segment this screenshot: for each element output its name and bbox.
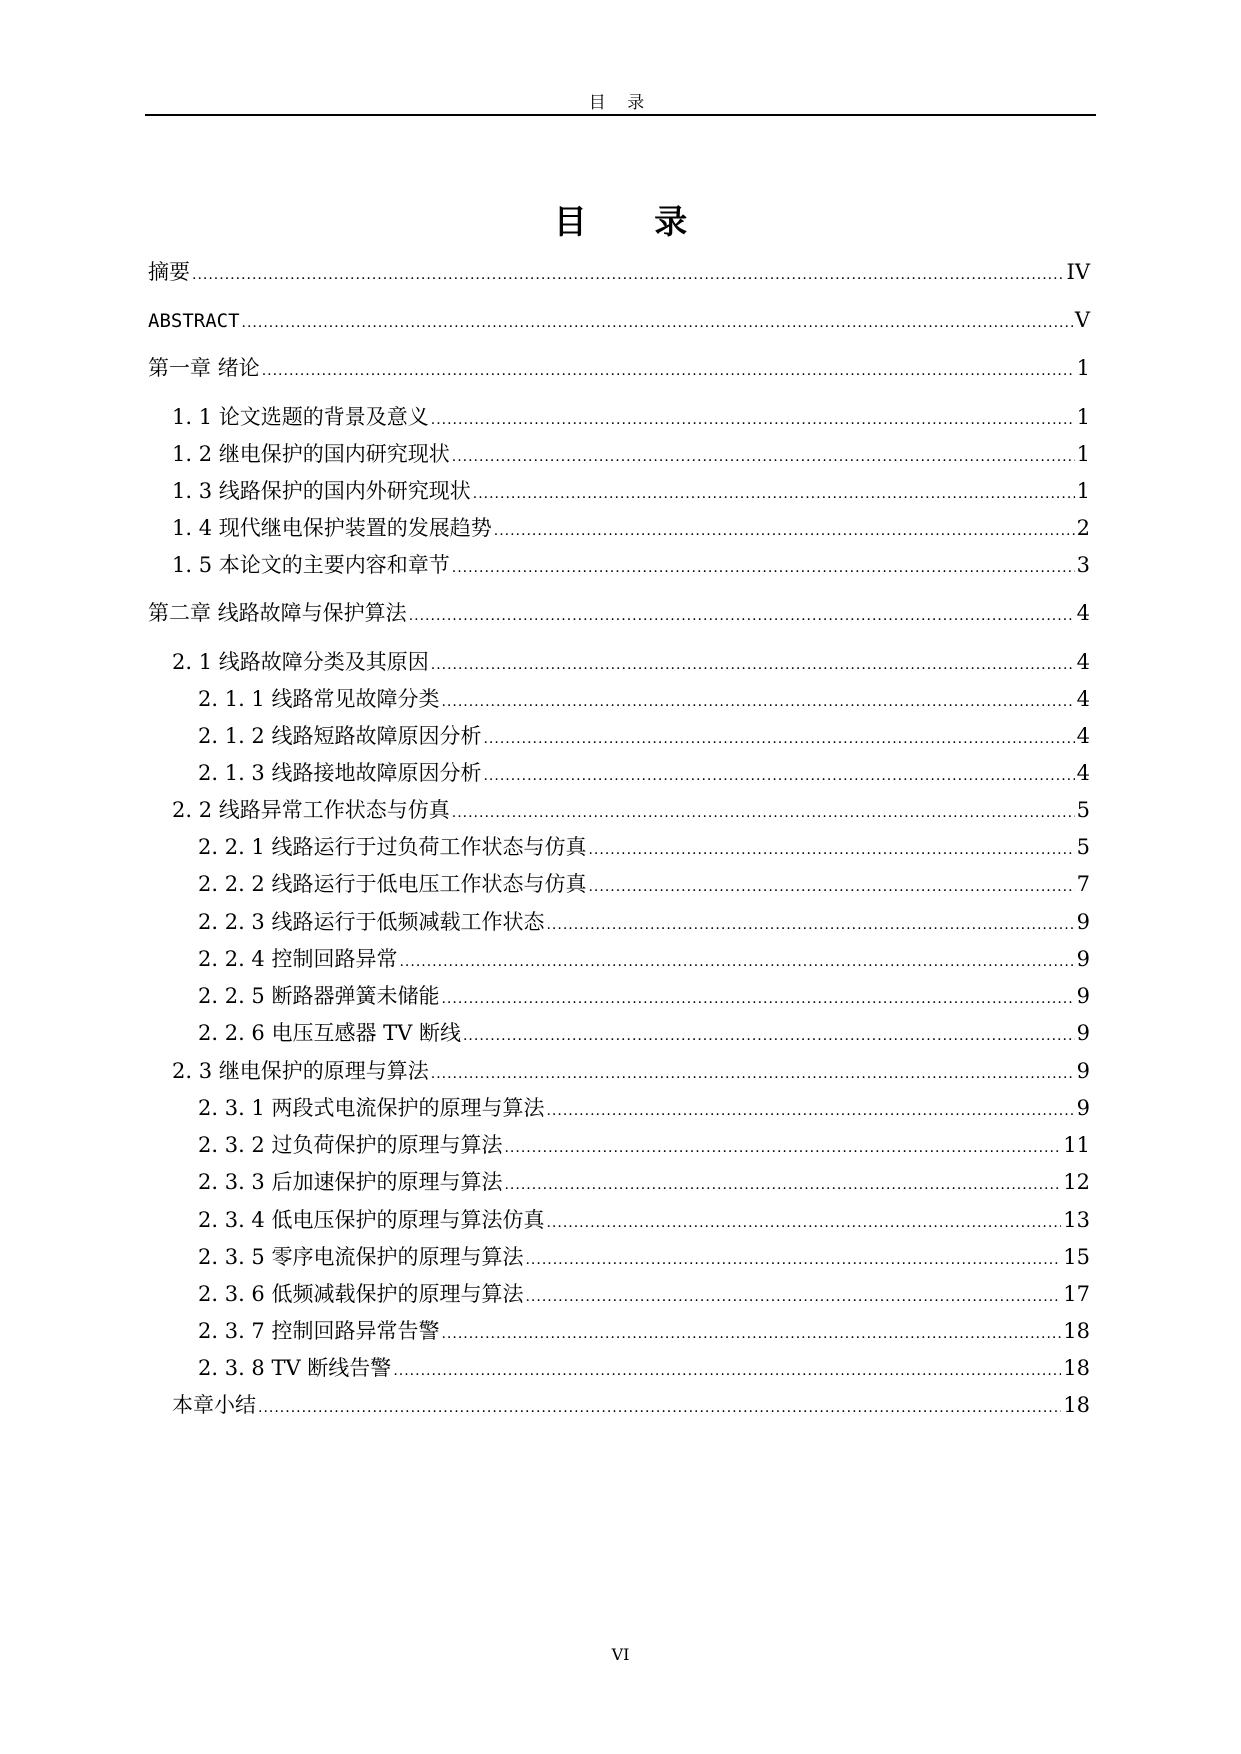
toc-entry-page: 1 [1076, 356, 1090, 380]
toc-entry[interactable] [148, 599, 1090, 630]
toc-entry-page: 4 [1076, 601, 1090, 625]
toc-entry-label: 2. 3. 7 控制回路异常告警 [198, 1319, 440, 1343]
toc-entry-page: 9 [1076, 1021, 1090, 1045]
toc-entry-label: 1. 5 本论文的主要内容和章节 [172, 553, 450, 577]
toc-entry-page: 9 [1076, 947, 1090, 971]
toc-entry-page: 18 [1063, 1393, 1090, 1417]
toc-entry-page: 4 [1076, 650, 1090, 674]
toc-dot-leader [504, 1171, 1061, 1199]
toc-entry[interactable] [148, 551, 1090, 582]
toc-entry[interactable] [148, 258, 1090, 289]
toc-entry-page: 18 [1063, 1319, 1090, 1343]
toc-entry[interactable] [148, 477, 1090, 508]
toc-entry[interactable] [148, 1057, 1090, 1088]
toc-dot-leader [431, 406, 1075, 434]
toc-entry-page: 9 [1076, 1096, 1090, 1120]
toc-entry-page: 9 [1076, 1059, 1090, 1083]
toc-entry[interactable] [148, 722, 1090, 753]
toc-dot-leader [483, 762, 1074, 790]
toc-entry-page: 5 [1076, 835, 1090, 859]
toc-entry-page: 9 [1076, 910, 1090, 934]
toc-entry-label: 2. 2. 6 电压互感器 TV 断线 [198, 1021, 461, 1045]
toc-dot-leader [452, 554, 1075, 582]
toc-entry-label: 2. 3 继电保护的原理与算法 [172, 1059, 429, 1083]
toc-dot-leader [504, 1134, 1061, 1162]
toc-entry-label: 摘要 [148, 260, 190, 284]
toc-entry[interactable] [148, 440, 1090, 471]
toc-entry[interactable] [148, 306, 1090, 337]
toc-entry-label: 本章小结 [172, 1393, 256, 1417]
toc-dot-leader [431, 1060, 1075, 1088]
toc-dot-leader [494, 517, 1075, 545]
toc-dot-leader [483, 725, 1074, 753]
toc-dot-leader [463, 1022, 1075, 1050]
toc-entry-page: 1 [1076, 405, 1090, 429]
toc-dot-leader [473, 480, 1075, 508]
toc-entry-page: 17 [1063, 1282, 1090, 1306]
toc-title: 目 录 [553, 202, 716, 241]
toc-dot-leader [441, 688, 1074, 716]
toc-entry-label: 2. 2 线路异常工作状态与仿真 [172, 798, 450, 822]
toc-entry-label: 2. 1. 3 线路接地故障原因分析 [198, 761, 482, 785]
toc-dot-leader [525, 1246, 1061, 1274]
toc-entry-label: 2. 2. 1 线路运行于过负荷工作状态与仿真 [198, 835, 587, 859]
toc-dot-leader [431, 651, 1075, 679]
toc-entry-label: ABSTRACT [148, 310, 240, 332]
toc-dot-leader [588, 873, 1074, 901]
toc-entry-label: 第二章 线路故障与保护算法 [148, 601, 407, 625]
toc-entry-page: 7 [1076, 872, 1090, 896]
toc-dot-leader [258, 1394, 1061, 1422]
toc-entry-page: 1 [1076, 442, 1090, 466]
toc-entry[interactable] [148, 1019, 1090, 1050]
toc-entry[interactable] [148, 1094, 1090, 1125]
toc-entry-label: 2. 3. 8 TV 断线告警 [198, 1356, 392, 1380]
toc-dot-leader [192, 261, 1065, 289]
toc-entry-label: 1. 3 线路保护的国内外研究现状 [172, 479, 471, 503]
toc-entry-page: 4 [1076, 724, 1090, 748]
toc-entry-label: 2. 3. 5 零序电流保护的原理与算法 [198, 1245, 524, 1269]
toc-dot-leader [441, 1320, 1061, 1348]
toc-entry[interactable] [148, 1206, 1090, 1237]
toc-entry-page: 18 [1063, 1356, 1090, 1380]
toc-entry-label: 2. 3. 3 后加速保护的原理与算法 [198, 1170, 503, 1194]
toc-entry[interactable] [148, 759, 1090, 790]
toc-entry[interactable] [148, 1354, 1090, 1385]
toc-entry-label: 2. 3. 1 两段式电流保护的原理与算法 [198, 1096, 545, 1120]
toc-entry-label: 1. 4 现代继电保护装置的发展趋势 [172, 516, 492, 540]
toc-entry[interactable] [148, 1243, 1090, 1274]
running-header: 目 录 [588, 93, 653, 113]
toc-entry-label: 1. 2 继电保护的国内研究现状 [172, 442, 450, 466]
toc-entry-label: 2. 3. 6 低频减载保护的原理与算法 [198, 1282, 524, 1306]
toc-entry-page: V [1074, 308, 1090, 332]
toc-entry-label: 2. 1. 1 线路常见故障分类 [198, 687, 440, 711]
toc-entry[interactable] [148, 514, 1090, 545]
toc-entry[interactable] [148, 796, 1090, 827]
toc-entry-page: 9 [1076, 984, 1090, 1008]
toc-dot-leader [262, 357, 1075, 385]
toc-entry-page: IV [1066, 260, 1090, 284]
footer-page-number: VI [611, 1645, 630, 1664]
toc-entry-label: 2. 2. 3 线路运行于低频减载工作状态 [198, 910, 545, 934]
toc-entry[interactable] [148, 685, 1090, 716]
toc-entry-label: 2. 1. 2 线路短路故障原因分析 [198, 724, 482, 748]
toc-entry-page: 15 [1063, 1245, 1090, 1269]
toc-entry-page: 4 [1076, 761, 1090, 785]
toc-entry-label: 2. 1 线路故障分类及其原因 [172, 650, 429, 674]
toc-dot-leader [525, 1283, 1061, 1311]
toc-entry-label: 2. 2. 2 线路运行于低电压工作状态与仿真 [198, 872, 587, 896]
toc-entry-label: 1. 1 论文选题的背景及意义 [172, 405, 429, 429]
toc-entry[interactable] [148, 870, 1090, 901]
toc-entry[interactable] [148, 403, 1090, 434]
toc-entry[interactable] [148, 1391, 1090, 1422]
toc-entry-page: 1 [1076, 479, 1090, 503]
toc-entry-page: 5 [1076, 798, 1090, 822]
toc-entry-page: 12 [1063, 1170, 1090, 1194]
toc-entry-label: 2. 2. 5 断路器弹簧未储能 [198, 984, 440, 1008]
toc-dot-leader [588, 836, 1074, 864]
toc-entry-page: 2 [1076, 516, 1090, 540]
toc-entry[interactable] [148, 1131, 1090, 1162]
toc-entry-label: 2. 2. 4 控制回路异常 [198, 947, 398, 971]
toc-dot-leader [409, 602, 1075, 630]
toc-dot-leader [546, 1097, 1074, 1125]
toc-entry[interactable] [148, 908, 1090, 939]
toc-entry-label: 2. 3. 4 低电压保护的原理与算法仿真 [198, 1208, 545, 1232]
toc-entry[interactable] [148, 833, 1090, 864]
toc-entry-page: 4 [1076, 687, 1090, 711]
toc-dot-leader [452, 443, 1075, 471]
toc-entry-page: 3 [1076, 553, 1090, 577]
toc-dot-leader [452, 799, 1075, 827]
toc-dot-leader [441, 985, 1074, 1013]
toc-entry-page: 13 [1063, 1208, 1090, 1232]
toc-dot-leader [546, 911, 1074, 939]
toc-entry[interactable] [148, 1317, 1090, 1348]
header-rule [145, 114, 1096, 116]
toc-entry[interactable] [148, 1280, 1090, 1311]
toc-dot-leader [399, 948, 1074, 976]
toc-entry-page: 11 [1063, 1133, 1090, 1157]
toc-entry[interactable] [148, 648, 1090, 679]
toc-entry-label: 第一章 绪论 [148, 356, 260, 380]
toc-entry[interactable] [148, 1168, 1090, 1199]
toc-entry[interactable] [148, 354, 1090, 385]
toc-dot-leader [546, 1209, 1061, 1237]
toc-dot-leader [242, 309, 1073, 337]
toc-entry-label: 2. 3. 2 过负荷保护的原理与算法 [198, 1133, 503, 1157]
toc-entry[interactable] [148, 945, 1090, 976]
toc-entry[interactable] [148, 982, 1090, 1013]
toc-dot-leader [393, 1357, 1061, 1385]
